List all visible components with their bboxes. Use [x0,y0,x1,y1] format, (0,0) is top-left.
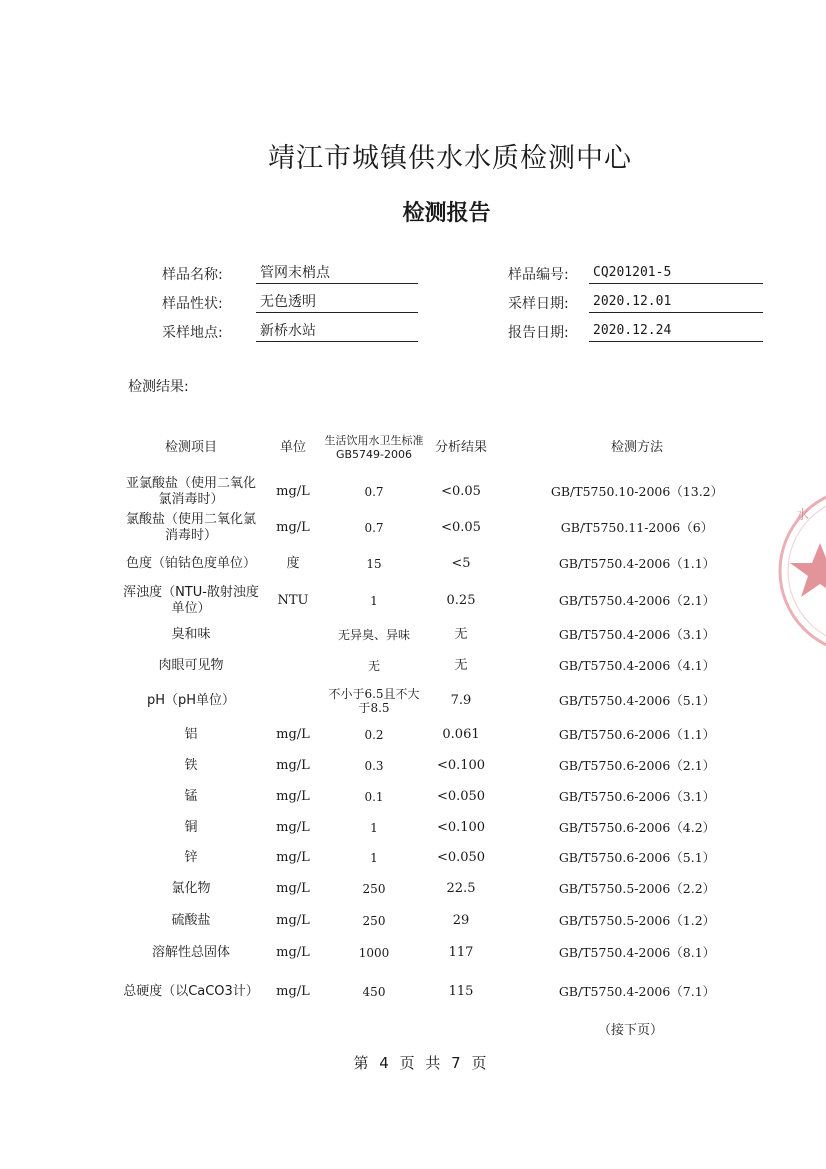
table-row [120,650,810,682]
row-result: 22.5 [446,881,476,896]
row-item: 铜 [184,819,198,835]
row-standard: 0.7 [364,485,384,499]
row-item: 总硬度（以CaCO3计） [123,984,259,999]
row-item: 肉眼可见物 [158,658,224,673]
table-row [120,582,810,620]
row-method: GB/T5750.11-2006（6） [560,520,714,535]
row-item: 锌 [184,850,198,865]
row-unit: 度 [286,556,300,571]
row-unit: mg/L [276,484,310,499]
row-result: <0.100 [436,758,486,773]
table-row [120,546,810,582]
continue-note: （接下页） [598,1023,664,1038]
row-unit: mg/L [276,913,310,928]
table-header [120,422,810,474]
row-method: GB/T5750.6-2006（1.1） [558,727,716,742]
sample-info [0,0,826,360]
row-unit: mg/L [276,520,310,535]
row-result: <0.050 [436,789,486,804]
row-standard: 0.3 [364,759,384,773]
row-method: GB/T5750.6-2006（4.2） [558,819,716,835]
row-unit [262,682,324,720]
table-row [120,620,810,650]
row-standard: 250 [362,882,386,896]
row-item: 色度（铂钴色度单位） [125,556,256,571]
row-standard: 1 [370,851,378,865]
row-item: 铁 [184,758,198,773]
row-unit: mg/L [276,758,310,773]
row-result: 115 [448,984,474,999]
table-row [120,905,810,937]
row-unit [262,650,324,682]
sample-location-value: 新桥水站 [256,321,418,342]
table-row [120,873,810,905]
row-result: 117 [448,945,474,960]
header-item: 检测项目 [164,440,217,455]
table-row [120,969,810,1015]
row-result: 7.9 [450,693,472,708]
row-item: 亚氯酸盐（使用二氧化氯消毒时） [125,476,256,507]
row-method: GB/T5750.6-2006（2.1） [558,758,716,773]
row-item: 臭和味 [171,627,211,642]
row-standard: 无 [367,659,380,673]
row-method: GB/T5750.4-2006（5.1） [558,693,716,708]
row-standard: 无异臭、异味 [337,628,410,642]
row-standard: 0.2 [364,728,384,742]
page-footer: 第 4 页 共 7 页 [353,1054,487,1072]
sample-name-value: 管网末梢点 [256,263,418,284]
table-row [120,720,810,750]
row-standard: 15 [366,557,382,571]
row-method: GB/T5750.5-2006（2.2） [558,881,716,896]
results-label: 检测结果: [128,379,189,395]
row-method: GB/T5750.4-2006（8.1） [558,945,716,960]
row-method: GB/T5750.6-2006（5.1） [558,850,716,865]
row-unit: mg/L [276,984,310,999]
header-unit: 单位 [279,440,306,455]
row-item: 锰 [184,789,198,804]
header-standard: 生活饮用水卫生标准GB5749-2006 [324,434,424,461]
row-item: 氯酸盐（使用二氧化氯消毒时） [125,512,256,543]
row-method: GB/T5750.6-2006（3.1） [558,789,716,804]
row-item: 硫酸盐 [171,913,211,928]
row-unit [262,620,324,650]
row-item: 浑浊度（NTU-散射浊度单位） [123,585,259,616]
table-row [120,510,810,546]
row-method: GB/T5750.4-2006（4.1） [558,658,716,673]
table-row [120,937,810,969]
red-seal-star-icon [770,485,826,665]
row-unit: mg/L [276,819,310,835]
svg-text:水: 水 [796,508,810,523]
row-method: GB/T5750.4-2006（2.1） [558,593,716,608]
sample-location-label: 采样地点: [162,325,223,341]
row-unit: mg/L [276,850,310,865]
sample-nature-label: 样品性状: [162,296,223,312]
report-date-value: 2020.12.24 [589,321,763,342]
row-method: GB/T5750.4-2006（1.1） [558,556,716,571]
row-unit: mg/L [276,789,310,804]
row-unit: NTU [277,593,309,608]
row-standard: 1 [370,594,378,608]
row-standard: 0.1 [364,790,384,804]
row-standard: 250 [362,914,386,928]
row-result: 无 [454,658,468,673]
table-row [120,750,810,782]
row-method: GB/T5750.5-2006（1.2） [558,913,716,928]
row-item: 铝 [184,727,198,742]
row-result: 0.061 [442,727,480,742]
row-unit: mg/L [276,945,310,960]
sampling-date-value: 2020.12.01 [589,292,763,313]
row-standard: 1 [370,820,378,835]
row-unit: mg/L [276,881,310,896]
report-title: 检测报告 [402,201,491,226]
row-result: 29 [452,913,470,928]
table-row [120,812,810,843]
row-result: <0.05 [441,520,481,535]
table-row [120,782,810,812]
row-method: GB/T5750.4-2006（3.1） [558,627,716,642]
sample-name-label: 样品名称: [162,267,223,283]
row-unit: mg/L [276,727,310,742]
table-row [120,843,810,873]
row-standard: 0.7 [364,521,384,535]
sample-nature-value: 无色透明 [256,292,418,313]
row-item: pH（pH单位） [146,693,236,708]
org-title: 靖江市城镇供水水质检测中心 [268,143,632,174]
header-result: 分析结果 [434,440,487,455]
sampling-date-label: 采样日期: [508,296,569,312]
row-result: 0.25 [446,593,476,608]
row-result: <5 [451,556,471,571]
row-result: <0.050 [436,850,486,865]
sample-number-value: CQ201201-5 [589,263,763,284]
row-standard: 不小于6.5且不大于8.5 [328,687,420,715]
report-date-label: 报告日期: [508,325,569,341]
sample-number-label: 样品编号: [508,267,569,283]
row-method: GB/T5750.4-2006（7.1） [558,984,716,999]
header-method: 检测方法 [610,440,663,455]
row-result: <0.05 [441,484,481,499]
row-item: 溶解性总固体 [151,945,230,960]
row-result: <0.100 [436,819,486,835]
table-row [120,474,810,510]
row-method: GB/T5750.10-2006（13.2） [550,484,724,499]
row-standard: 450 [362,985,386,999]
row-result: 无 [454,627,468,642]
row-standard: 1000 [358,946,390,960]
table-row [120,682,810,720]
row-item: 氯化物 [171,881,211,896]
